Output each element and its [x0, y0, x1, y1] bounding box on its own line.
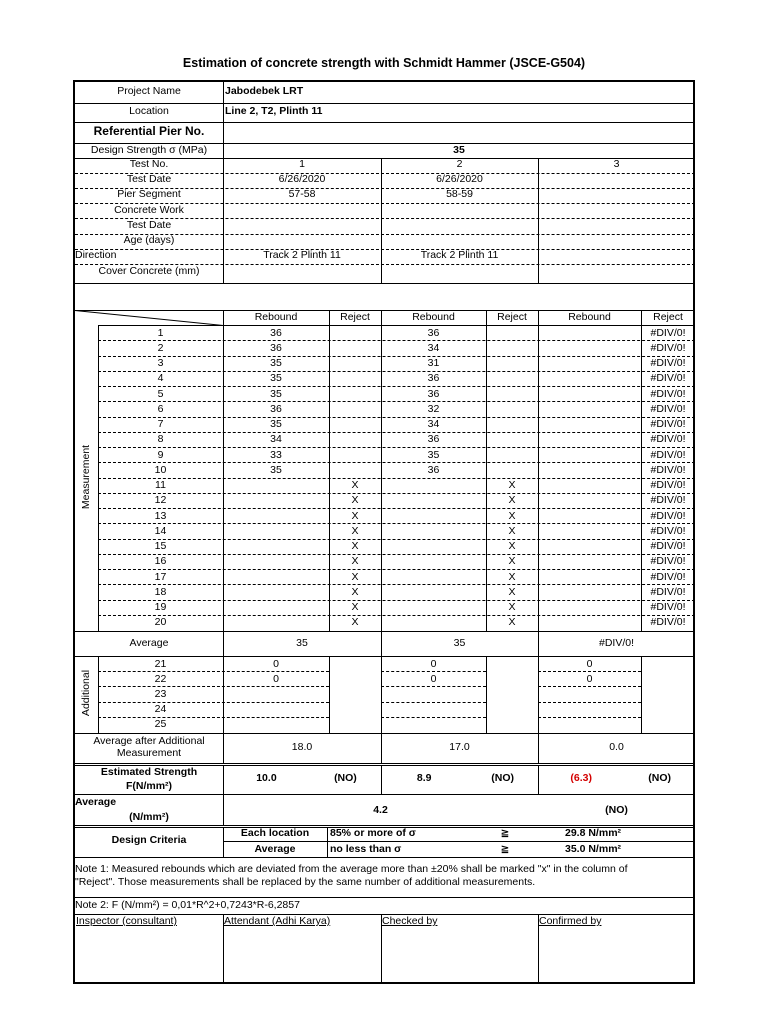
row-number: 11 — [155, 479, 166, 491]
direction-2: Track 2 Plinth 11 — [420, 249, 499, 261]
design-strength-label: Design Strength σ (MPa) — [90, 144, 208, 156]
average-1: 35 — [296, 637, 308, 649]
estimated-value-3: (6.3) — [570, 772, 592, 784]
reject-header-1: Reject — [340, 311, 370, 323]
rebound-value: 35 — [270, 387, 282, 400]
rebound-value: 36 — [270, 341, 282, 354]
reject-mark: X — [508, 570, 516, 583]
reject-mark: X — [508, 479, 516, 491]
reject-mark: #DIV/0! — [650, 463, 686, 476]
estimated-value-1: 10.0 — [256, 772, 277, 784]
reject-mark: X — [351, 555, 359, 568]
reject-mark: #DIV/0! — [650, 570, 686, 583]
additional-value: 0 — [430, 672, 437, 685]
reject-header-2: Reject — [497, 311, 527, 323]
reject-mark: #DIV/0! — [650, 479, 686, 491]
rule-line — [538, 702, 641, 703]
row-number: 7 — [157, 418, 164, 430]
reject-mark: #DIV/0! — [650, 402, 686, 415]
test-no-3: 3 — [613, 158, 620, 170]
row-number: 1 — [157, 326, 164, 339]
rule-line — [381, 686, 486, 687]
rule-line — [538, 310, 539, 631]
direction-1: Track 2 Plinth 11 — [263, 249, 341, 261]
rule-line — [641, 656, 642, 733]
direction-label: Direction — [75, 249, 117, 261]
rule-line — [75, 733, 695, 734]
rebound-header-3: Rebound — [568, 311, 611, 323]
rebound-value: 35 — [427, 448, 440, 461]
additional-value: 0 — [273, 672, 279, 685]
test-no-1: 1 — [299, 158, 305, 170]
row-number: 2 — [157, 341, 164, 354]
signature-inspector: Inspector (consultant) — [76, 915, 177, 927]
row-number: 20 — [154, 616, 167, 629]
rule-line — [329, 656, 330, 733]
note-1-line-2: "Reject". Those measurements shall be replaced by the same number of additional measurements. — [75, 876, 536, 888]
row-number: 15 — [154, 540, 167, 552]
row-number: 18 — [154, 585, 167, 598]
reject-mark: X — [351, 479, 359, 491]
reject-mark: X — [351, 601, 359, 613]
criteria-each-label: Each location — [240, 827, 310, 839]
reject-mark: #DIV/0! — [650, 524, 686, 537]
reject-header-3: Reject — [653, 311, 683, 323]
rule-line — [75, 122, 695, 123]
reject-mark: #DIV/0! — [650, 509, 686, 522]
rule-line — [75, 857, 695, 858]
reject-mark: X — [508, 524, 516, 537]
average-2: 35 — [453, 637, 466, 649]
pier-segment-2: 58-59 — [446, 188, 473, 200]
reject-mark: X — [508, 616, 516, 629]
test-no-label: Test No. — [129, 158, 169, 170]
project-value: Jabodebek LRT — [225, 85, 304, 97]
rule-line — [538, 686, 641, 687]
rebound-value: 36 — [427, 433, 440, 446]
strength-avg-unit: (N/mm²) — [129, 811, 169, 823]
criteria-each-cond: 85% or more of σ — [330, 827, 416, 839]
reject-mark: #DIV/0! — [650, 585, 686, 598]
criteria-avg-value: 35.0 N/mm² — [565, 843, 622, 855]
estimated-flag-2: (NO) — [491, 772, 515, 784]
rebound-value: 31 — [427, 357, 440, 369]
reject-mark: X — [351, 524, 359, 537]
concrete-work-label: Concrete Work — [114, 204, 184, 216]
criteria-avg-label: Average — [254, 843, 296, 855]
estimated-label-1: Estimated Strength — [100, 766, 198, 778]
rebound-value: 35 — [270, 372, 282, 385]
row-number: 17 — [154, 570, 167, 583]
reject-mark: #DIV/0! — [650, 616, 686, 629]
rule-line — [75, 631, 695, 632]
rebound-value: 33 — [270, 448, 282, 461]
rebound-value: 35 — [270, 418, 282, 430]
reject-mark: X — [351, 509, 359, 522]
reject-mark: X — [351, 570, 359, 583]
reject-mark: X — [508, 494, 516, 507]
strength-avg-label: Average — [75, 796, 117, 808]
additional-value: 0 — [586, 672, 593, 685]
row-number: 6 — [157, 402, 164, 415]
reject-mark: #DIV/0! — [650, 357, 686, 369]
rebound-header-1: Rebound — [254, 311, 298, 323]
signature-checked: Checked by — [382, 915, 438, 927]
document-title: Estimation of concrete strength with Schmidt Hammer (JSCE-G504) — [182, 56, 586, 70]
average-3: #DIV/0! — [598, 637, 635, 649]
reject-mark: X — [508, 509, 516, 522]
estimated-flag-1: (NO) — [334, 772, 357, 784]
estimated-value-2: 8.9 — [416, 772, 432, 784]
rebound-value: 36 — [427, 463, 440, 476]
reject-mark: #DIV/0! — [650, 494, 686, 507]
rule-line — [381, 717, 486, 718]
reject-mark: X — [351, 585, 359, 598]
design-strength-value: 35 — [453, 144, 465, 156]
strength-avg-value: 4.2 — [373, 804, 388, 816]
avg-after-2: 17.0 — [449, 741, 470, 753]
additional-value: 0 — [430, 657, 437, 670]
rebound-value: 34 — [270, 433, 282, 446]
note-2: Note 2: F (N/mm²) = 0,01*R^2+0,7243*R-6,2857 — [75, 899, 300, 911]
rule-line — [381, 702, 486, 703]
additional-row-number: 24 — [154, 703, 167, 716]
criteria-label: Design Criteria — [111, 834, 187, 846]
test-date-2: 6/26/2020 — [436, 173, 483, 185]
rebound-value: 36 — [427, 387, 440, 400]
additional-row-number: 25 — [154, 718, 167, 731]
test-date-label: Test Date — [126, 173, 172, 185]
rebound-value: 34 — [427, 341, 440, 354]
cover-label: Cover Concrete (mm) — [98, 265, 200, 277]
measurement-side-label: Measurement — [80, 444, 92, 510]
rebound-header-2: Rebound — [412, 311, 455, 323]
header-diagonal — [75, 310, 223, 326]
row-number: 12 — [154, 494, 167, 507]
row-number: 10 — [154, 463, 167, 476]
test-date2-label: Test Date — [126, 219, 172, 231]
rule-line — [538, 717, 641, 718]
additional-value: 0 — [586, 657, 593, 670]
strength-avg-flag: (NO) — [605, 804, 628, 816]
reject-mark: #DIV/0! — [650, 418, 686, 430]
additional-row-number: 23 — [154, 687, 167, 700]
reject-mark: X — [508, 601, 516, 613]
reject-mark: #DIV/0! — [650, 372, 686, 385]
additional-value: 0 — [273, 657, 279, 670]
rebound-value: 36 — [427, 326, 440, 339]
signature-attendant: Attendant (Adhi Karya) — [224, 915, 331, 927]
rule-line — [486, 656, 487, 733]
test-no-2: 2 — [456, 158, 463, 170]
row-number: 16 — [154, 555, 167, 568]
rebound-value: 36 — [270, 326, 282, 339]
reject-mark: #DIV/0! — [650, 326, 686, 339]
rebound-value: 36 — [270, 402, 282, 415]
row-number: 19 — [154, 601, 167, 613]
row-number: 8 — [157, 433, 164, 446]
test-date-1: 6/26/2020 — [278, 173, 326, 185]
row-number: 3 — [157, 357, 164, 369]
criteria-each-value: 29.8 N/mm² — [565, 827, 622, 839]
rebound-value: 35 — [270, 463, 282, 476]
project-label: Project Name — [117, 85, 181, 97]
additional-row-number: 22 — [154, 672, 167, 685]
reject-mark: #DIV/0! — [650, 555, 686, 568]
additional-side-label: Additional — [80, 669, 92, 717]
additional-row-number: 21 — [154, 657, 167, 670]
row-number: 13 — [154, 509, 167, 522]
avg-after-label: Average after Additional Measurement — [93, 735, 205, 759]
rule-line — [75, 283, 695, 284]
rule-line — [327, 828, 328, 857]
note-1-line-1: Note 1: Measured rebounds which are deviated from the average more than ±20% shall be marked "x" in the column of — [75, 863, 628, 875]
ref-pier-label: Referential Pier No. — [93, 124, 205, 138]
average-label: Average — [129, 637, 169, 649]
reject-mark: #DIV/0! — [650, 601, 686, 613]
rebound-value: 32 — [427, 402, 440, 415]
estimated-label-2: F(N/mm²) — [125, 780, 173, 792]
estimated-flag-3: (NO) — [648, 772, 672, 784]
signature-confirmed: Confirmed by — [539, 915, 602, 927]
row-number: 5 — [157, 387, 164, 400]
row-number: 4 — [157, 372, 164, 385]
reject-mark: #DIV/0! — [650, 540, 686, 552]
criteria-avg-cond: no less than σ — [330, 843, 402, 855]
reject-mark: #DIV/0! — [650, 433, 686, 446]
reject-mark: X — [508, 555, 516, 568]
reject-mark: #DIV/0! — [650, 341, 686, 354]
avg-after-1: 18.0 — [291, 741, 313, 753]
reject-mark: X — [351, 616, 359, 629]
strength-sheet — [73, 80, 695, 984]
avg-after-3: 0.0 — [609, 741, 624, 753]
reject-mark: #DIV/0! — [650, 448, 686, 461]
pier-segment-1: 57-58 — [288, 188, 316, 200]
age-label: Age (days) — [123, 234, 175, 246]
location-value: Line 2, T2, Plinth 11 — [225, 105, 323, 117]
row-number: 14 — [154, 524, 167, 537]
reject-mark: X — [508, 540, 516, 552]
reject-mark: X — [351, 494, 359, 507]
row-number: 9 — [157, 448, 164, 461]
reject-mark: X — [508, 585, 516, 598]
rebound-value: 35 — [270, 357, 282, 369]
criteria-each-sym: ≧ — [500, 827, 510, 839]
pier-segment-label: Pier Segment — [117, 188, 181, 200]
rule-line — [538, 158, 539, 283]
reject-mark: X — [351, 540, 359, 552]
reject-mark: #DIV/0! — [650, 387, 686, 400]
rebound-value: 34 — [427, 418, 440, 430]
criteria-avg-sym: ≧ — [500, 843, 510, 855]
rebound-value: 36 — [427, 372, 440, 385]
location-label: Location — [129, 105, 169, 117]
